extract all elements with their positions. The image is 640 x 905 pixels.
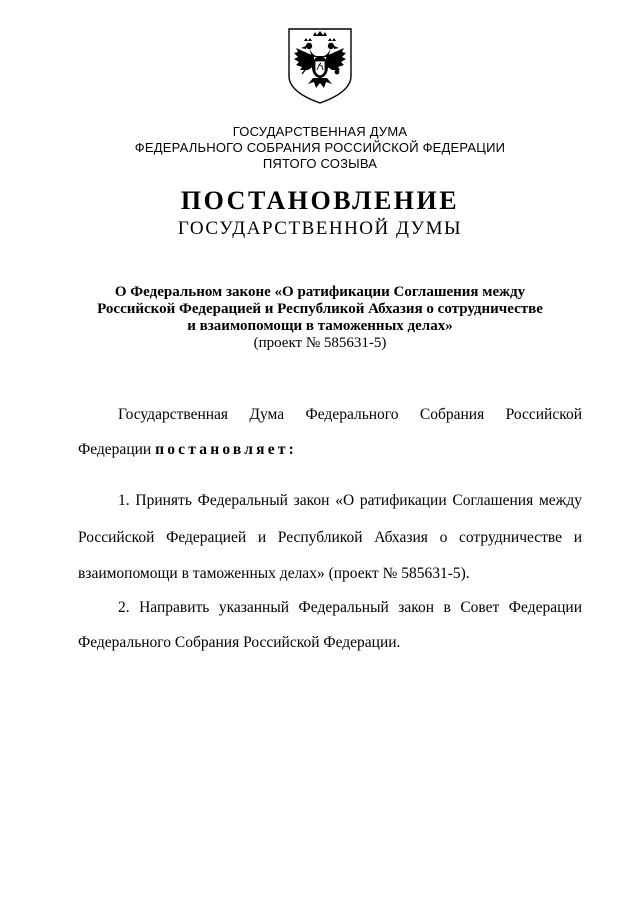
preamble-decision xyxy=(78,441,582,459)
document-title xyxy=(60,284,580,352)
preamble-line: Государственная Дума Федерального Собрания Российской xyxy=(118,406,582,423)
project-number: (проект № 585631-5) xyxy=(253,335,387,351)
document-issuer: ГОСУДАРСТВЕННОЙ ДУМЫ xyxy=(177,218,463,239)
resolution-item-2 xyxy=(78,599,582,617)
title-line: Российской Федерацией и Республикой Абхазия о сотрудничестве xyxy=(97,301,543,317)
preamble-subject: Федерации xyxy=(78,441,152,458)
org-assembly-line: ФЕДЕРАЛЬНОГО СОБРАНИЯ РОССИЙСКОЙ ФЕДЕРАЦИИ xyxy=(134,140,506,155)
item-line: 2. Направить указанный Федеральный закон в Совет Федерации xyxy=(118,599,582,616)
item-line: 1. Принять Федеральный закон «О ратификации Соглашения между xyxy=(118,492,582,509)
document-type: ПОСТАНОВЛЕНИЕ xyxy=(180,186,460,215)
item-line: Российской Федерацией и Республикой Абхазия о сотрудничестве и xyxy=(78,529,582,546)
resolution-item-1-cont xyxy=(78,529,582,547)
item-line: взаимопомощи в таможенных делах» (проект № 585631-5). xyxy=(78,565,470,582)
decision-verb: постановляет: xyxy=(155,441,297,458)
preamble xyxy=(78,406,582,424)
resolution-item-1-end xyxy=(78,565,582,583)
title-line: и взаимопомощи в таможенных делах» xyxy=(187,318,453,334)
issuer-header xyxy=(0,124,640,172)
item-line: Федерального Собрания Российской Федерации. xyxy=(78,634,401,651)
org-name-line: ГОСУДАРСТВЕННАЯ ДУМА xyxy=(232,124,408,139)
title-line: О Федеральном законе «О ратификации Соглашения между xyxy=(114,284,526,300)
org-convocation-line: ПЯТОГО СОЗЫВА xyxy=(262,156,378,171)
coat-of-arms-icon xyxy=(286,26,354,106)
resolution-item-2-end xyxy=(78,634,582,652)
resolution-item-1 xyxy=(78,492,582,510)
